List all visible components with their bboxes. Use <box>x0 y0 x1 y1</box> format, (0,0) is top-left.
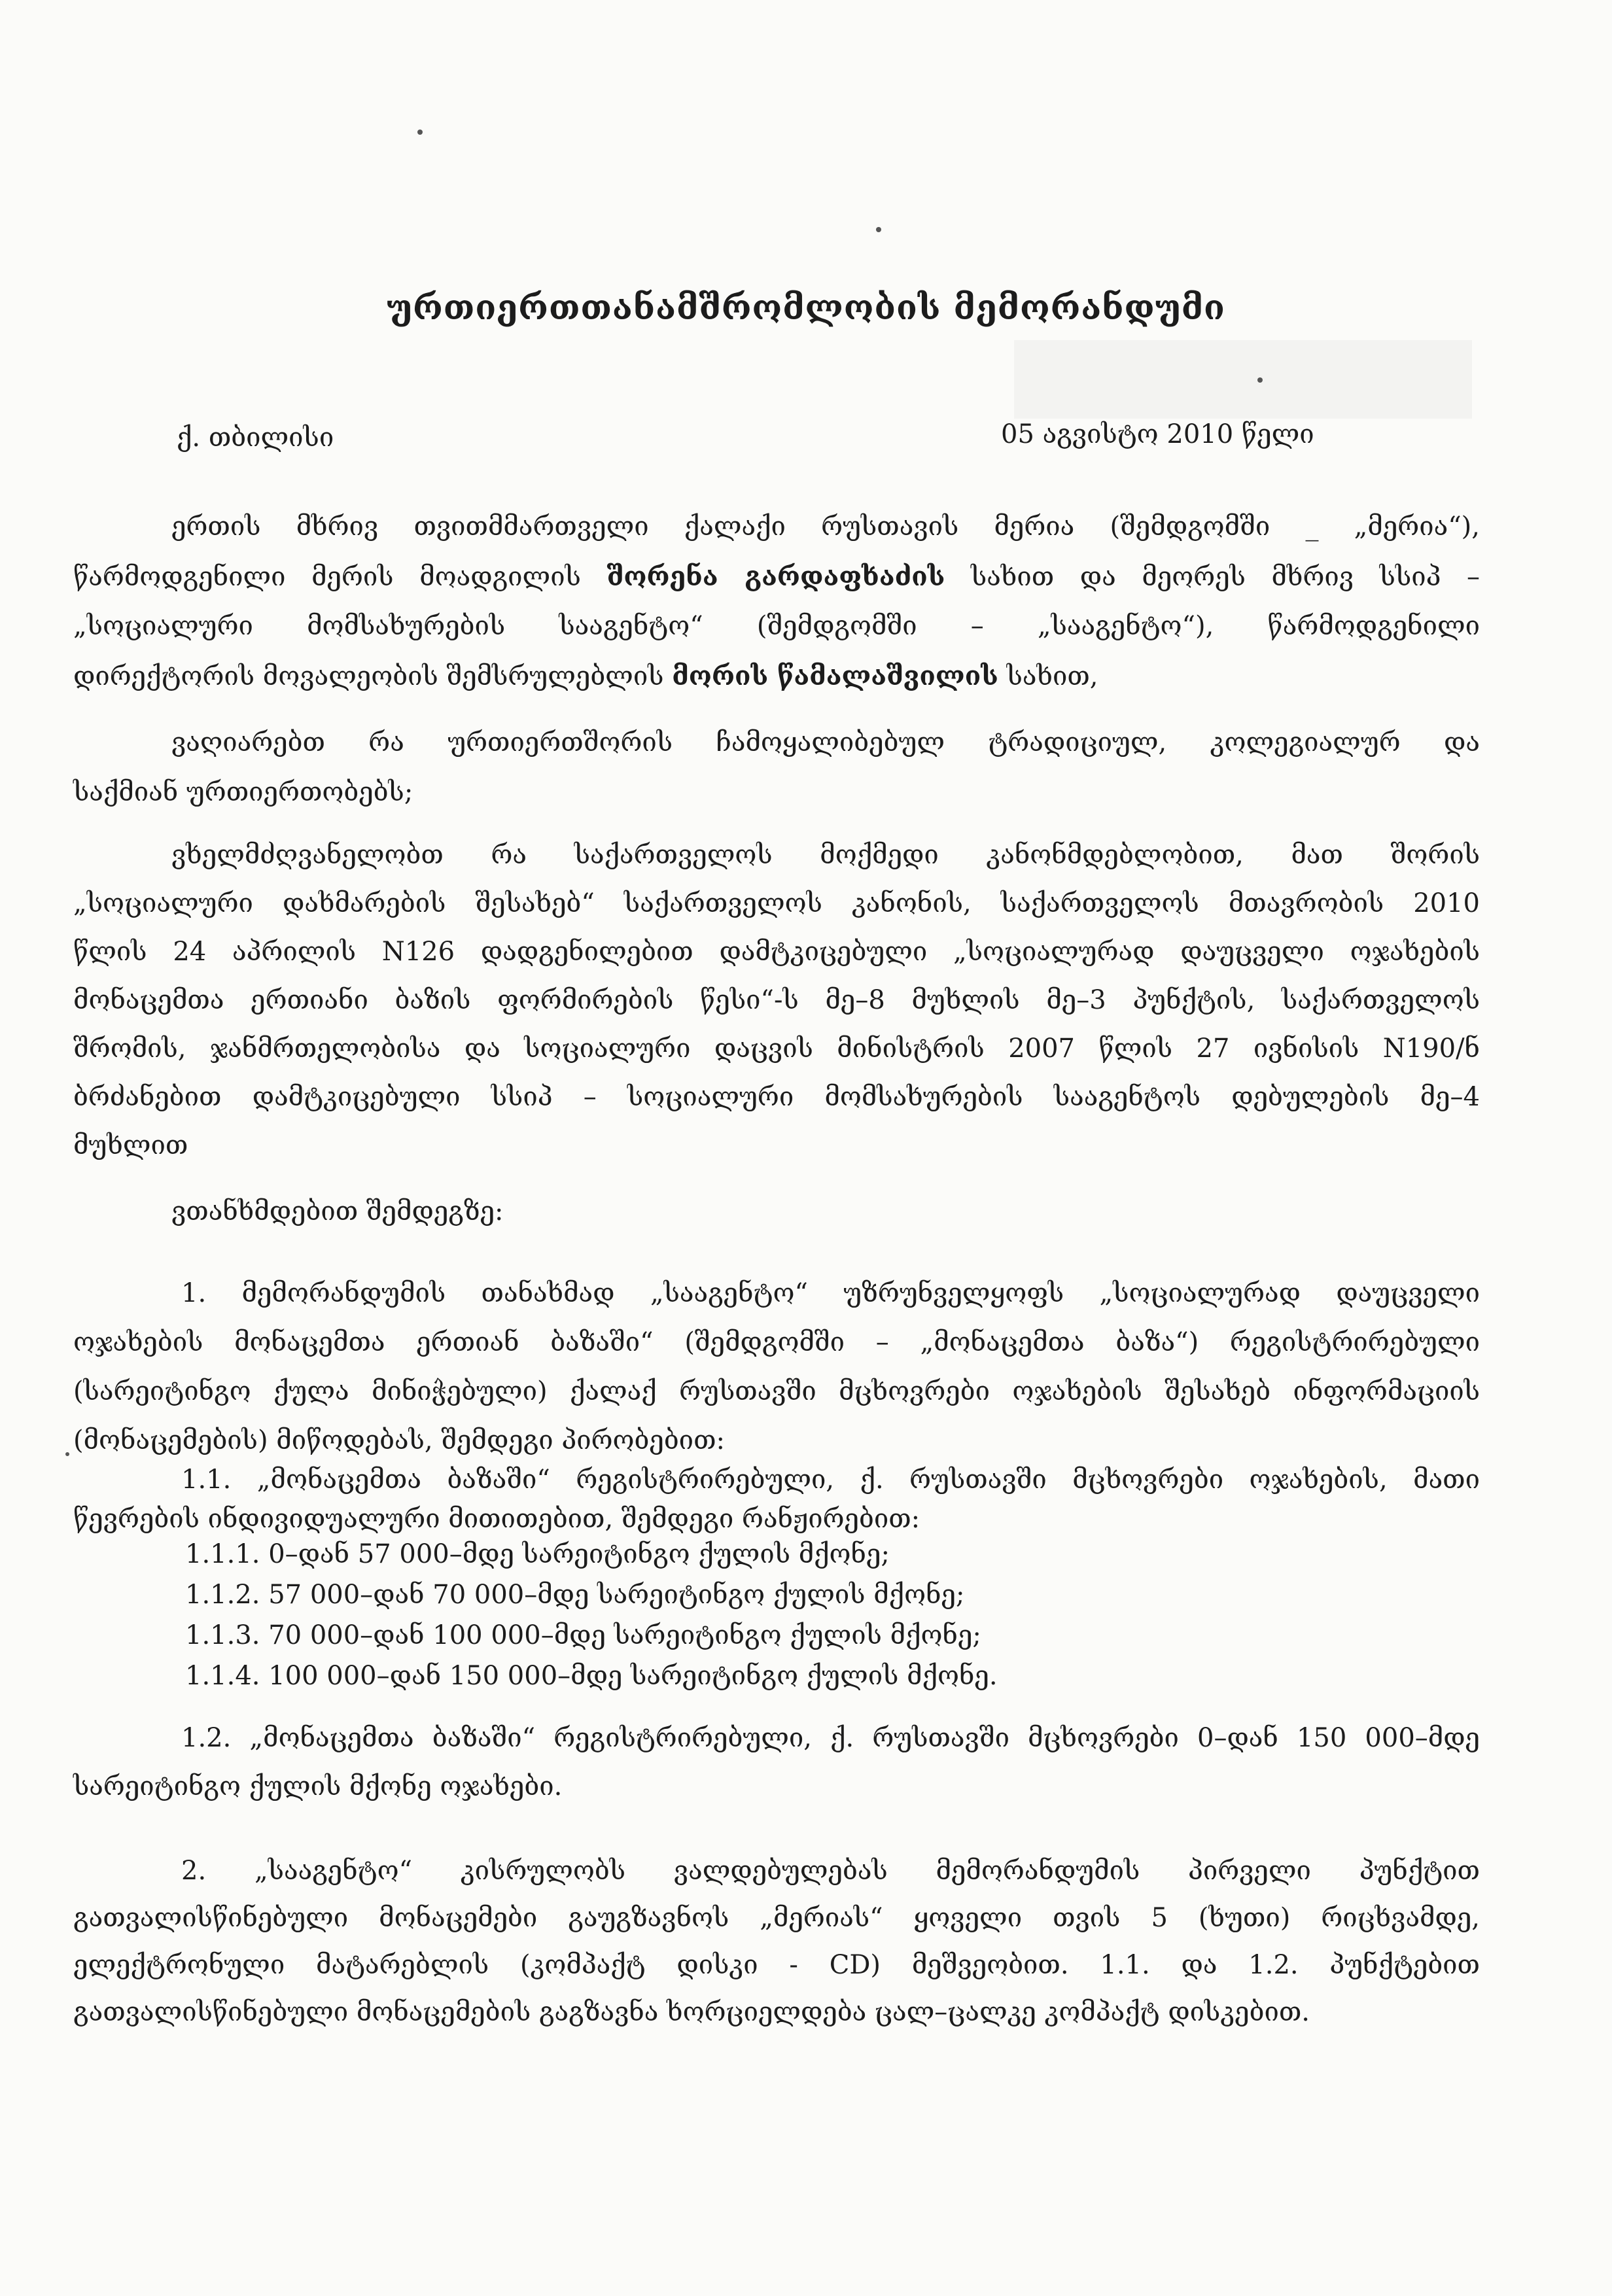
scan-speck <box>417 130 423 135</box>
agree-line: ვთანხმდებით შემდეგზე: <box>171 1196 504 1226</box>
point12-line: სარეიტინგო ქულის მქონე ოჯახები. <box>73 1771 563 1801</box>
scan-speck <box>65 1452 69 1456</box>
point2-line: 2. „სააგენტო“ კისრულობს ვალდებულებას მემორანდუმის პირველი პუნქტით <box>181 1856 1480 1886</box>
text-run: წარმოდგენილი მერის მოადგილის <box>73 561 607 592</box>
point1-line: (მონაცემების) მიწოდებას, შემდეგი პირობებით: <box>73 1425 725 1455</box>
guided-line: წლის 24 აპრილის N126 დადგენილებით დამტკიცებული „სოციალურად დაუცველი ოჯახების <box>73 937 1480 967</box>
parties-paragraph <box>73 502 1480 701</box>
recognizing-paragraph <box>73 718 1480 817</box>
recognizing-line: საქმიან ურთიერთობებს; <box>73 776 413 807</box>
guided-line: ბრძანებით დამტკიცებული სსიპ – სოციალური მომსახურების სააგენტოს დებულების მე–4 <box>73 1082 1480 1112</box>
guided-line: მონაცემთა ერთიანი ბაზის ფორმირების წესი“-ს მე–8 მუხლის მე–3 პუნქტის, საქართველოს <box>73 985 1480 1015</box>
guided-line: მუხლით <box>73 1130 188 1160</box>
point2-paragraph <box>73 1847 1480 2036</box>
point1-line: ოჯახების მონაცემთა ერთიან ბაზაში“ (შემდგომში – „მონაცემთა ბაზა“) რეგისტრირებული <box>73 1327 1480 1357</box>
subitem-1-1-4: 1.1.4. 100 000–დან 150 000–მდე სარეიტინგო ქულის მქონე. <box>185 1661 998 1691</box>
parties-line <box>73 552 1480 602</box>
guided-line: „სოციალური დახმარების შესახებ“ საქართველოს კანონის, საქართველოს მთავრობის 2010 <box>73 888 1480 918</box>
parties-line: ერთის მხრივ თვითმმართველი ქალაქი რუსთავის მერია (შემდგომში _ „მერია“), <box>171 512 1480 542</box>
guided-paragraph <box>73 831 1480 1170</box>
subitem-1-1-2: 1.1.2. 57 000–დან 70 000–მდე სარეიტინგო ქულის მქონე; <box>185 1580 965 1610</box>
scan-speck <box>876 227 881 232</box>
text-run: სახით და მეორეს მხრივ სსიპ – <box>945 561 1481 592</box>
signatory-name: შორენა გარდაფხაძის <box>606 561 945 592</box>
point2-line: ელექტრონული მატარებლის (კომპაქტ დისკი - CD) მეშვეობით. 1.1. და 1.2. პუნქტებით <box>73 1950 1480 1980</box>
point11-line: წევრების ინდივიდუალური მითითებით, შემდეგი რანჟირებით: <box>73 1504 920 1534</box>
point1-paragraph <box>73 1269 1480 1465</box>
text-run: სახით, <box>998 661 1098 691</box>
place-label: ქ. თბილისი <box>177 423 334 453</box>
point2-line: გათვალისწინებული მონაცემების გაგზავნა ხორციელდება ცალ–ცალკე კომპაქტ დისკებით. <box>73 1997 1310 2027</box>
point12-paragraph <box>73 1714 1480 1811</box>
recognizing-line: ვაღიარებთ რა ურთიერთშორის ჩამოყალიბებულ ტრადიციულ, კოლეგიალურ და <box>171 727 1480 757</box>
parties-line: „სოციალური მომსახურების სააგენტო“ (შემდგომში – „სააგენტო“), წარმოდგენილი <box>73 611 1480 641</box>
document-title: ურთიერთთანამშრომლობის მემორანდუმი <box>387 288 1225 328</box>
subitem-1-1-1: 1.1.1. 0–დან 57 000–მდე სარეიტინგო ქულის მქონე; <box>185 1539 890 1569</box>
signatory-name: მორის წამალაშვილის <box>672 660 998 691</box>
parties-line <box>73 652 1480 702</box>
point11-line: 1.1. „მონაცემთა ბაზაში“ რეგისტრირებული, ქ. რუსთავში მცხოვრები ოჯახების, მათი <box>181 1465 1480 1495</box>
point1-line: (სარეიტინგო ქულა მინიჭებული) ქალაქ რუსთავში მცხოვრები ოჯახების შესახებ ინფორმაციის <box>73 1376 1480 1406</box>
point12-line: 1.2. „მონაცემთა ბაზაში“ რეგისტრირებული, ქ. რუსთავში მცხოვრები 0–დან 150 000–მდე <box>181 1723 1480 1753</box>
guided-line: შრომის, ჯანმრთელობისა და სოციალური დაცვის მინისტრის 2007 წლის 27 ივნისის N190/ნ <box>73 1034 1480 1064</box>
point11-paragraph <box>73 1460 1480 1539</box>
scan-speck <box>1257 377 1263 383</box>
subitem-1-1-3: 1.1.3. 70 000–დან 100 000–მდე სარეიტინგო ქულის მქონე; <box>185 1620 981 1650</box>
point2-line: გათვალისწინებული მონაცემები გაუგზავნოს „მერიას“ ყოველი თვის 5 (ხუთი) რიცხვამდე, <box>73 1903 1480 1933</box>
guided-line: ვხელმძღვანელობთ რა საქართველოს მოქმედი კანონმდებლობით, მათ შორის <box>171 840 1480 870</box>
date-label: 05 აგვისტო 2010 წელი <box>1001 419 1314 449</box>
text-run: დირექტორის მოვალეობის შემსრულებლის <box>73 661 673 691</box>
point1-line: 1. მემორანდუმის თანახმად „სააგენტო“ უზრუნველყოფს „სოციალურად დაუცველი <box>181 1278 1480 1308</box>
scan-shadow <box>1014 340 1472 419</box>
